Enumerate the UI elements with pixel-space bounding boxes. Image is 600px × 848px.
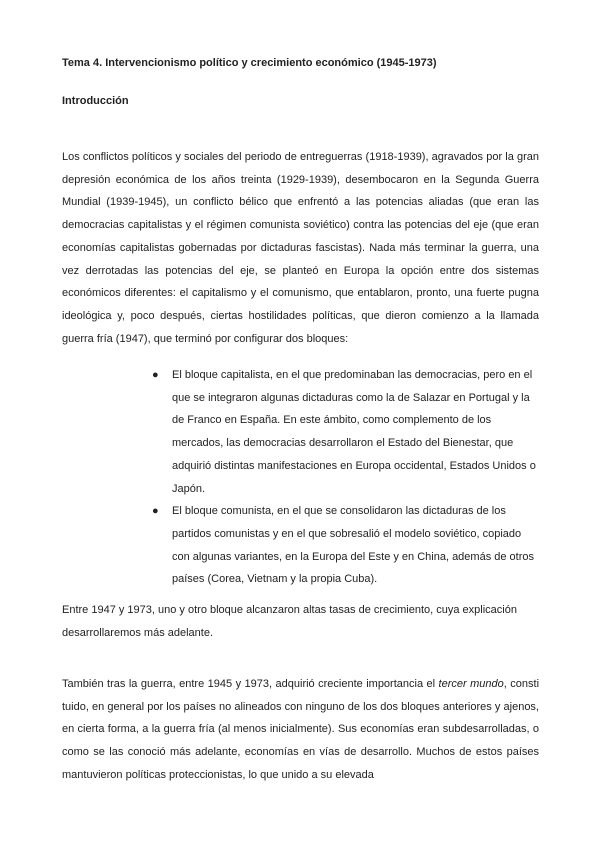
document-title: Tema 4. Intervencionismo político y crecimiento económico (1945-1973)	[62, 57, 437, 69]
list-item-text: El bloque comunista, en el que se consolidaron las dictaduras de los partidos comunistas y en el que sobresalió el modelo soviético, copiado con algunas variantes, en la Europa del Este y en China, además de otros países (Corea, Vietnam y la propia Cuba).	[172, 505, 535, 586]
list-item	[152, 364, 538, 500]
paragraph-intro: Los conflictos políticos y sociales del periodo de entreguerras (1918-1939), agravados por la gran depresión económica de los años treinta (1929-1939), desembocaron en la Segunda Guerra Mundial (1939-1945), un conflicto bélico que enfrentó a las potencias aliadas (que eran las democracias capitalistas y el régimen comunista soviético) contra las potencias del eje (que eran economías capitalistas gobernadas por dictaduras fascistas). Nada más terminar la guerra, una vez derrotadas las potencias del eje, se planteó en Europa la opción entre dos sistemas económicos diferentes: el capitalismo y el comunismo, que entablaron, pronto, una fuerte pugna ideológica y, poco después, ciertas hostilidades políticas, que dieron comienzo a la llamada guerra fría (1947), que terminó por configurar dos bloques:	[62, 151, 539, 345]
bullet-icon: ●	[152, 369, 159, 381]
bullet-list	[152, 364, 538, 591]
list-item	[152, 500, 538, 591]
bullet-icon: ●	[152, 505, 159, 518]
paragraph-third-world	[62, 673, 539, 787]
italic-term: tercer mundo	[438, 678, 504, 690]
paragraph-third-world-end: , consti tuido, en general por los países no alineados con ninguno de los dos bloques anteriores y ajenos, en cierta forma, a la guerra fría (al menos inicialmente). Sus economías eran subdesarrolladas, o como se las conoció más adelante, economías en vías de desarrollo. Muchos de estos países mantuvieron políticas proteccionistas, lo que unido a su elevada	[62, 678, 540, 781]
section-heading: Introducción	[62, 95, 129, 107]
list-item-text: El bloque capitalista, en el que predominaban las democracias, pero en el que se integraron algunas dictaduras como la de Salazar en Portugal y la de Franco en España. En este ámbito, como complemento de los mercados, las democracias desarrollaron el Estado del Bienestar, que adquirió distintas manifestaciones en Europa occidental, Estados Unidos o Japón.	[172, 369, 536, 495]
paragraph-growth: Entre 1947 y 1973, uno y otro bloque alcanzaron altas tasas de crecimiento, cuya explicación desarrollaremos más adelante.	[62, 604, 517, 639]
paragraph-third-world-start: También tras la guerra, entre 1945 y 1973, adquirió creciente importancia el	[62, 678, 439, 690]
